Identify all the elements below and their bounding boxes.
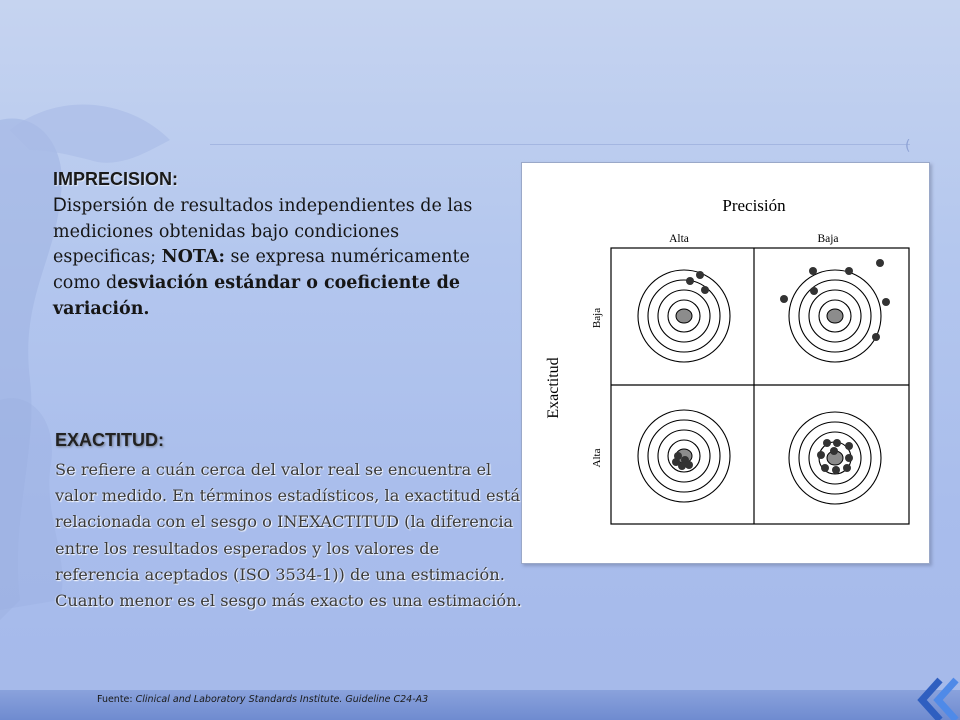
target-dot	[810, 287, 818, 295]
target-dot	[821, 464, 829, 472]
imprecision-definition	[53, 193, 473, 323]
target-dot	[780, 295, 788, 303]
target-dot	[685, 461, 693, 469]
target-dot	[832, 466, 840, 474]
exactitud-definition: Se refiere a cuán cerca del valor real se encuentra el valor medido. En términos estadísticos, la exactitud está relacionada con el sesgo o INEXACTITUD (la diferencia entre los resultados esperados y los valores de referencia aceptados (ISO 3534-1)) de una estimación. Cuanto menor es el sesgo más exacto es una estimación.	[55, 460, 522, 611]
col-label-baja: Baja	[817, 233, 839, 245]
target-dot	[809, 267, 817, 275]
target-center	[676, 309, 692, 323]
target-dot	[876, 259, 884, 267]
imprecision-nota: NOTA:	[161, 247, 225, 268]
precision-accuracy-diagram	[522, 163, 929, 563]
col-label-alta: Alta	[669, 233, 689, 245]
target-dot	[843, 464, 851, 472]
target-dot	[686, 277, 694, 285]
top-bracket-mark: (	[905, 138, 911, 154]
target-dot	[696, 271, 704, 279]
target-dot	[701, 286, 709, 294]
grid-frame	[611, 248, 909, 524]
row-label-alta: Alta	[591, 448, 603, 468]
target-dot	[845, 442, 853, 450]
target-dot	[672, 458, 680, 466]
footer-source	[97, 694, 428, 705]
target-dot	[845, 454, 853, 462]
exactitud-heading: EXACTITUD:	[55, 430, 164, 450]
target-dot	[823, 439, 831, 447]
target-dot	[845, 267, 853, 275]
double-chevron-icon	[900, 676, 960, 720]
target-baja-precision-alta-exactitud	[789, 412, 881, 504]
footer-source-text: Clinical and Laboratory Standards Institute. Guideline C24-A3	[135, 694, 429, 705]
precision-accuracy-figure	[521, 162, 930, 564]
target-alta-precision-alta-exactitud	[638, 410, 730, 502]
row-axis-label: Exactitud	[545, 357, 562, 419]
imprecision-text-2: se expresa numéricamente como d	[53, 247, 470, 294]
target-dot	[872, 333, 880, 341]
target-alta-precision-baja-exactitud	[638, 270, 730, 362]
target-baja-precision-baja-exactitud	[780, 259, 890, 362]
target-dot	[830, 447, 838, 455]
row-label-baja: Baja	[591, 307, 603, 329]
target-dot	[817, 451, 825, 459]
target-dot	[882, 298, 890, 306]
figure-title: Precisión	[722, 196, 786, 215]
target-dot	[833, 439, 841, 447]
imprecision-text-1: ispersión de resultados independientes de las mediciones obtenidas bajo condiciones especificas;	[53, 196, 473, 268]
target-group	[638, 259, 890, 504]
imprecision-first-letter: D	[53, 195, 67, 216]
top-divider-line	[210, 144, 910, 145]
imprecision-bold-tail: esviación estándar o coeficiente de variación.	[53, 273, 460, 319]
imprecision-heading: IMPRECISION:	[53, 169, 179, 189]
target-center	[827, 309, 843, 323]
footer-label: Fuente:	[97, 694, 133, 705]
